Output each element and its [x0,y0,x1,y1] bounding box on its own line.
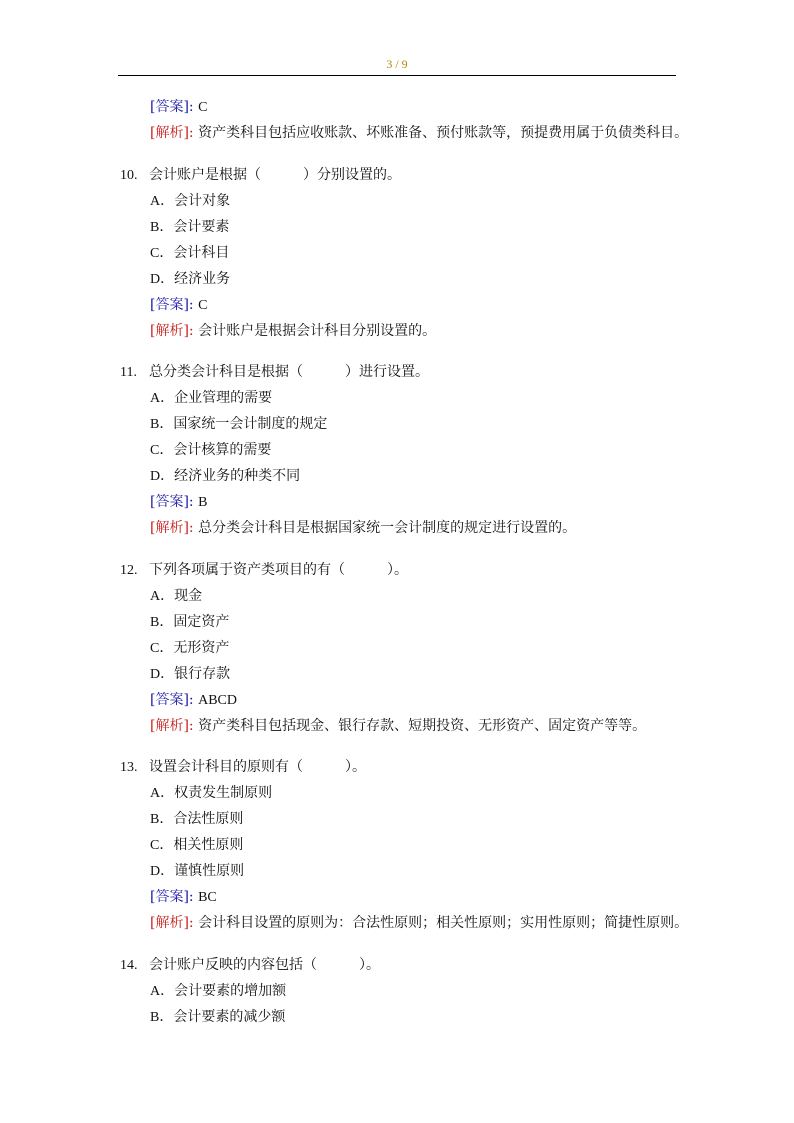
option-text: 会计对象 [174,193,231,209]
answer-line [150,887,217,908]
question-number: 14. [120,958,138,973]
answer-line [150,97,207,118]
answer-value: C [198,298,208,313]
option-letter: B． [150,615,174,630]
option-letter: B． [150,417,174,432]
option-letter: A． [150,391,175,406]
explanation-tag: [解析]: [150,718,194,734]
option-item [150,191,230,212]
answer-value: C [198,100,208,115]
option-text: 现金 [174,588,203,604]
option-letter: D． [150,272,175,287]
answer-line [150,295,207,316]
explanation-line [150,716,646,736]
answer-tag: [答案]: [150,494,194,510]
option-letter: D． [150,469,175,484]
option-letter: C． [150,443,174,458]
option-letter: C． [150,838,174,853]
option-item [150,388,272,409]
header-rule [118,75,676,76]
option-letter: D． [150,667,175,682]
question-text: 总分类会计科目是根据（ ）进行设置。 [149,364,429,380]
question-stem [120,362,429,383]
option-text: 无形资产 [173,640,230,656]
question-text: 会计账户反映的内容包括（ ）。 [149,957,380,973]
option-item [150,414,327,435]
answer-tag: [答案]: [150,297,194,313]
option-item [150,612,229,633]
answer-value: B [198,495,208,510]
question-text: 下列各项属于资产类项目的有（ ）。 [149,562,408,578]
option-item [150,586,202,607]
answer-value: ABCD [198,693,237,708]
option-letter: A． [150,786,175,801]
question-text: 设置会计科目的原则有（ ）。 [149,759,366,775]
answer-tag: [答案]: [150,99,194,115]
option-text: 会计要素的增加额 [174,983,287,999]
explanation-tag: [解析]: [150,323,194,339]
option-text: 经济业务 [174,271,231,287]
option-text: 合法性原则 [173,811,244,827]
answer-line [150,492,207,513]
option-text: 会计要素的减少额 [173,1009,286,1025]
option-text: 权责发生制原则 [174,785,273,801]
option-letter: A． [150,984,175,999]
question-text: 会计账户是根据（ ）分别设置的。 [149,167,401,183]
question-stem [120,560,408,581]
option-text: 银行存款 [174,666,231,682]
option-item [150,861,244,882]
option-item [150,981,286,1002]
answer-line [150,690,237,711]
option-text: 经济业务的种类不同 [174,468,301,484]
option-text: 谨慎性原则 [174,863,245,879]
option-letter: D． [150,864,175,879]
option-text: 相关性原则 [173,837,244,853]
option-item [150,638,229,659]
option-text: 企业管理的需要 [174,390,273,406]
page-number: 3 / 9 [386,57,408,71]
explanation-line [150,518,576,538]
option-letter: C． [150,246,174,261]
question-stem [120,165,401,186]
explanation-line [150,321,436,341]
explanation-text: 会计账户是根据会计科目分别设置的。 [198,323,437,339]
option-item [150,243,229,264]
option-item [150,664,230,685]
explanation-tag: [解析]: [150,520,194,536]
option-item [150,466,300,487]
explanation-tag: [解析]: [150,125,194,141]
option-text: 会计科目 [173,245,230,261]
question-number: 11. [120,365,137,380]
option-letter: B． [150,220,174,235]
option-text: 国家统一会计制度的规定 [173,416,328,432]
option-item [150,809,243,830]
explanation-text: 会计科目设置的原则为：合法性原则；相关性原则；实用性原则；简捷性原则。 [198,915,689,931]
option-text: 会计核算的需要 [173,442,272,458]
explanation-line [150,913,688,933]
option-letter: A． [150,194,175,209]
option-text: 会计要素 [173,219,230,235]
option-letter: B． [150,1010,174,1025]
question-number: 13. [120,760,138,775]
option-text: 固定资产 [173,614,230,630]
option-letter: C． [150,641,174,656]
question-stem [120,955,380,976]
option-letter: A． [150,589,175,604]
option-item [150,835,243,856]
option-item [150,1007,285,1028]
question-number: 12. [120,563,138,578]
answer-tag: [答案]: [150,889,194,905]
explanation-text: 资产类科目包括应收账款、坏账准备、预付账款等，预提费用属于负债类科目。 [198,125,689,141]
answer-tag: [答案]: [150,692,194,708]
explanation-text: 资产类科目包括现金、银行存款、短期投资、无形资产、固定资产等等。 [198,718,647,734]
explanation-tag: [解析]: [150,915,194,931]
answer-value: BC [198,890,217,905]
option-item [150,783,272,804]
question-stem [120,757,366,778]
explanation-text: 总分类会计科目是根据国家统一会计制度的规定进行设置的。 [198,520,577,536]
question-number: 10. [120,168,138,183]
option-item [150,440,271,461]
option-item [150,217,229,238]
explanation-line [150,123,688,143]
option-item [150,269,230,290]
option-letter: B． [150,812,174,827]
